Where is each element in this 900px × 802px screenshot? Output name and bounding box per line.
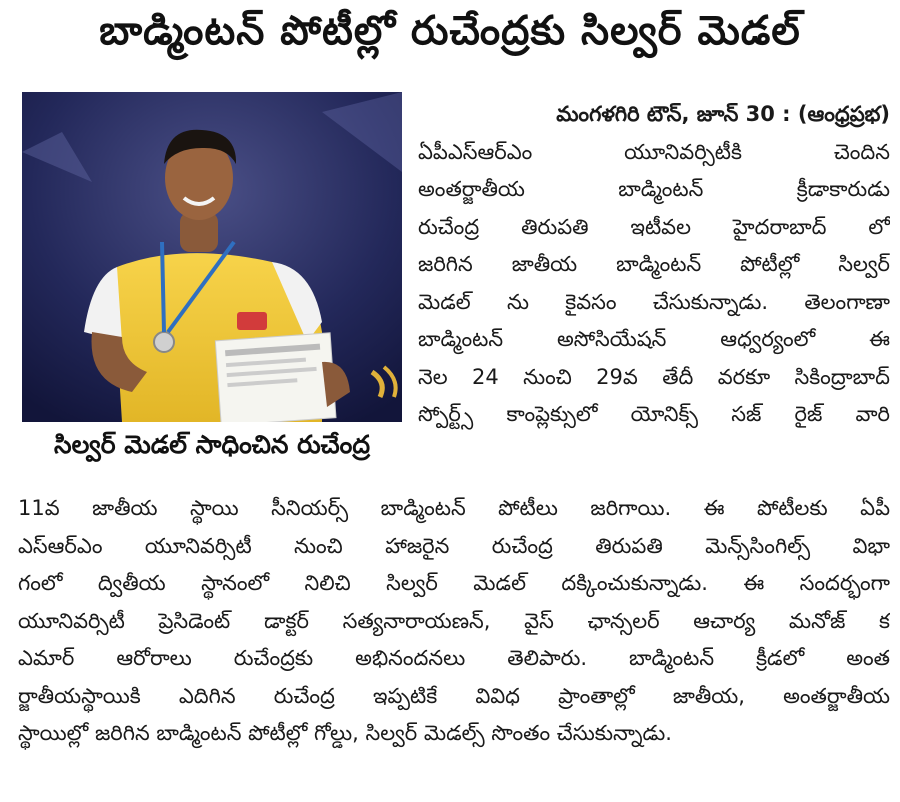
- photo-caption: సిల్వర్ మెడల్ సాధించిన రుచేంద్ర: [54, 430, 370, 459]
- dateline: మంగళగిరి టౌన్, జూన్ 30 : (ఆంధ్రప్రభ): [556, 102, 890, 126]
- article-line: 11వ జాతీయ స్థాయి సీనియర్స్ బాడ్మింటన్ పోటీలు జరిగాయి. ఈ పోటీలకు ఏపీ: [18, 496, 890, 520]
- article-line: స్థాయిల్లో జరిగిన బాడ్మింటన్ పోటీల్లో గోల్డు, సిల్వర్ మెడల్స్ సొంతం చేసుకున్నాడు.: [18, 721, 672, 745]
- article-column: [418, 96, 890, 434]
- article-line: నెల 24 నుంచి 29వ తేదీ వరకూ సికింద్రాబాద్: [418, 364, 890, 389]
- article-line: యూనివర్సిటీ ప్రెసిడెంట్ డాక్టర్ సత్యనారాయణన్, వైస్ ఛాన్సలర్ ఆచార్య మనోజ్ క: [18, 608, 890, 633]
- article-line: ఎస్ఆర్ఎం యూనివర్సిటీ నుంచి హాజరైన రుచేంద్ర తిరుపతి మెన్స్‌సింగిల్స్ విభా: [18, 533, 890, 558]
- article-line: ఏపీఎస్ఆర్ఎం యూనివర్సిటీకి చెందిన: [418, 139, 890, 164]
- article-line: బాడ్మింటన్ అసోసియేషన్ ఆధ్వర్యంలో ఈ: [418, 327, 890, 351]
- headline: బాడ్మింటన్ పోటీల్లో రుచేంద్రకు సిల్వర్ మెడల్: [99, 8, 801, 54]
- article-line: గంలో ద్వితీయ స్థానంలో నిలిచి సిల్వర్ మెడల్ దక్కించుకున్నాడు. ఈ సందర్భంగా: [18, 571, 890, 595]
- article-line: రుచేంద్ర తిరుపతి ఇటీవల హైదరాబాద్ లో: [418, 214, 890, 239]
- article-line: ర్జాతీయస్థాయికి ఎదిగిన రుచేంద్ర ఇప్పటికే వివిధ ప్రాంతాల్లో జాతీయ, అంతర్జాతీయ: [18, 683, 890, 708]
- article-line: జరిగిన జాతీయ బాడ్మింటన్ పోటీల్లో సిల్వర్: [418, 252, 890, 276]
- article-line: స్పోర్ట్స్ కాంప్లెక్సులో యోనిక్స్ సజ్ రైజ్ వారి: [418, 402, 890, 426]
- article-line: ఎమార్ ఆరోరాలు రుచేంద్రకు అభినందనలు తెలిపారు. బాడ్మింటన్ క్రీడలో అంత: [18, 646, 890, 670]
- article-line: అంతర్జాతీయ బాడ్మింటన్ క్రీడాకారుడు: [418, 177, 890, 201]
- athlete-photo: [22, 92, 402, 422]
- article-line: మెడల్ ను కైవసం చేసుకున్నాడు. తెలంగాణా: [418, 289, 890, 314]
- article-body: [18, 490, 890, 753]
